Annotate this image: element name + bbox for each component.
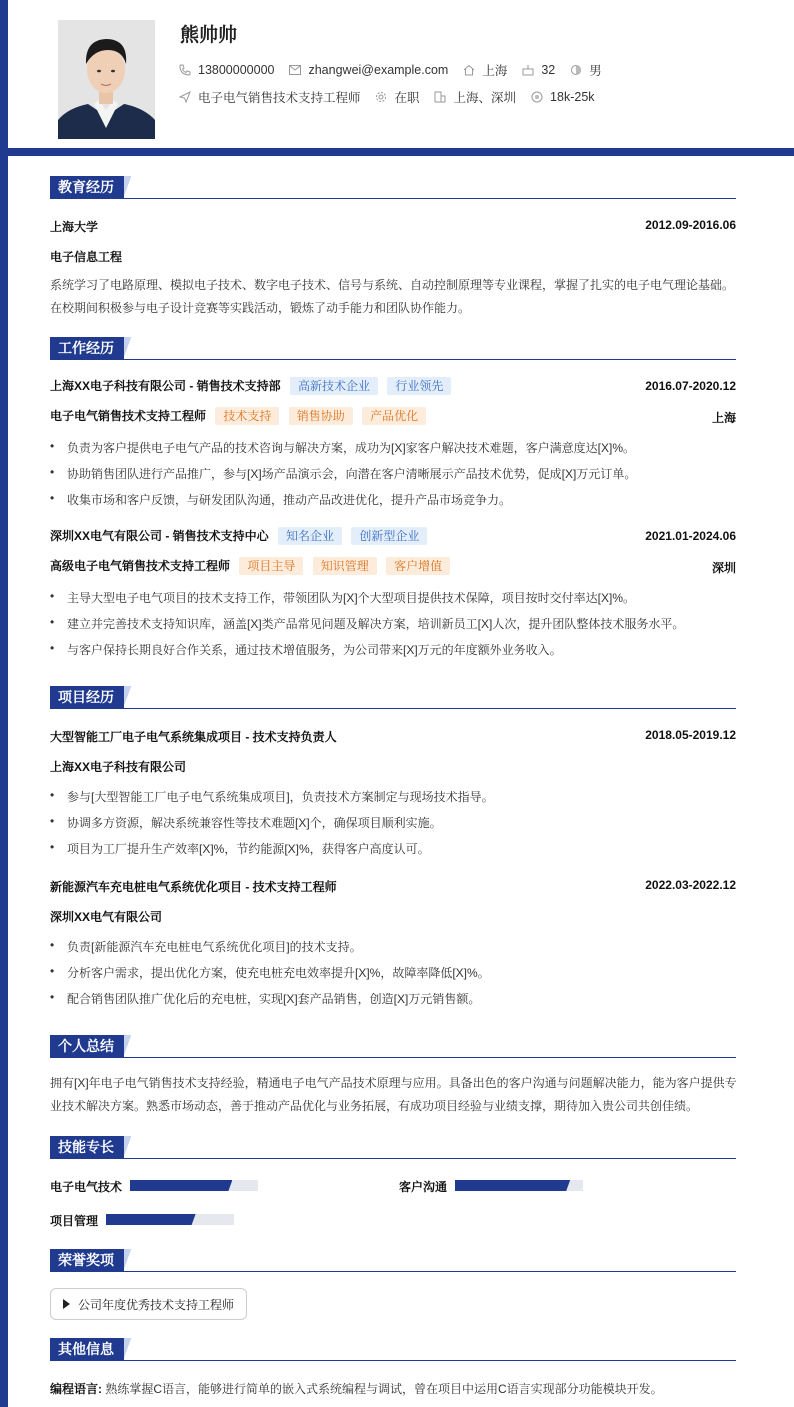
section-summary [50,1035,736,1058]
other-info-label: 编程语言: [50,1382,102,1396]
section-skills [50,1136,736,1159]
skill-bar-fill [455,1180,570,1191]
work-2-title-row [50,557,736,575]
role-tag: 项目主导 [239,557,303,575]
award-item[interactable] [50,1288,247,1320]
status-value: 在职 [394,91,420,105]
role-tag: 知识管理 [313,557,377,575]
work-1-location: 上海 [711,411,736,425]
school-name: 上海大学 [50,220,99,234]
email-item [288,63,448,77]
skill-bar [130,1180,258,1191]
skill-bar-fill [106,1214,196,1225]
contact-row [178,61,616,79]
cake-icon [521,64,534,77]
section-work-title: 工作经历 [50,337,124,359]
other-info-text: 熟练掌握C语言，能够进行简单的嵌入式系统编程与调试，曾在项目中运用C语言实现部分功能模块开发。 [105,1382,663,1396]
major: 电子信息工程 [50,250,123,264]
role-tag: 技术支持 [215,407,279,425]
project-1-company: 上海XX电子科技有限公司 [50,760,187,774]
education-description: 系统学习了电路原理、模拟电子技术、数字电子技术、信号与系统、自动控制原理等专业课程，掌握了扎实的电子电气理论基础。在校期间积极参与电子设计竞赛等实践活动，锻炼了动手能力和团队协作能力。 [50,278,735,315]
coin-icon [530,91,543,104]
project-1-name: 大型智能工厂电子电气系统集成项目 - 技术支持负责人 [50,730,337,744]
work-1-bullet: • 收集市场和客户反馈，与研发团队沟通，推动产品改进优化，提升产品市场竞争力。 [50,491,740,508]
send-icon [178,91,191,104]
work-1-title: 电子电气销售技术支持工程师 [50,409,207,423]
work-2-company: 深圳XX电气有限公司 - 销售技术支持中心 [50,529,269,543]
position-value: 电子电气销售技术支持工程师 [198,91,361,105]
work-2-header [50,527,736,545]
role-tag: 客户增值 [386,557,450,575]
skill-label: 项目管理 [50,1214,99,1228]
target-city-item [434,88,517,106]
section-projects-title: 项目经历 [50,686,124,708]
project-2-date: 2022.03-2022.12 [645,878,736,892]
work-2-date: 2021.01-2024.06 [645,529,736,543]
project-1-bullet: • 协调多方资源，解决系统兼容性等技术难题[X]个，确保项目顺利实施。 [50,814,740,831]
company-tag: 行业领先 [387,377,451,395]
project-1-date: 2018.05-2019.12 [645,728,736,742]
project-2-company: 深圳XX电气有限公司 [50,910,163,924]
phone-value: 13800000000 [198,63,275,77]
project-1-bullet: • 参与[大型智能工厂电子电气系统集成项目]，负责技术方案制定与现场技术指导。 [50,788,740,805]
building-icon [434,91,447,104]
email-value: zhangwei@example.com [308,63,449,77]
section-work [50,337,736,360]
city-value: 上海 [482,64,508,78]
gender-item [569,61,602,79]
gear-icon [375,91,388,104]
phone-icon [178,64,191,77]
other-info-row [50,1380,736,1397]
project-2-company-row [50,908,736,925]
company-tag: 高新技术企业 [290,377,378,395]
project-2-bullet: • 配合销售团队推广优化后的充电桩，实现[X]套产品销售，创造[X]万元销售额。 [50,990,740,1007]
work-2-bullet: • 建立并完善技术支持知识库，涵盖[X]类产品常见问题及解决方案，培训新员工[X]人次，提升团队整体技术服务水平。 [50,615,740,632]
company-tag: 知名企业 [278,527,342,545]
section-education-title: 教育经历 [50,176,124,198]
section-summary-title: 个人总结 [50,1035,124,1057]
section-education [50,176,736,199]
project-1-company-row [50,758,736,775]
project-1-header [50,728,736,745]
candidate-name: 熊帅帅 [180,25,238,46]
position-item [178,88,361,106]
section-other [50,1338,736,1361]
company-tag: 创新型企业 [351,527,427,545]
section-projects [50,686,736,709]
work-1-title-row [50,407,736,425]
role-tag: 销售协助 [289,407,353,425]
work-2-bullet: • 主导大型电子电气项目的技术支持工作，带领团队为[X]个大型项目提供技术保障，项目按时交付率达[X]%。 [50,589,740,606]
summary-text: 拥有[X]年电子电气销售技术支持经验，精通电子电气产品技术原理与应用。具备出色的客户沟通与问题解决能力，能为客户提供专业技术解决方案。熟悉市场动态，善于推动产品优化与业务拓展，有成功项目经验与业绩支撑，期待加入贵公司共创佳绩。 [50,1076,737,1113]
age-value: 32 [541,63,556,77]
skill-bar [106,1214,234,1225]
award-label: 公司年度优秀技术支持工程师 [78,1297,235,1312]
age-item [521,63,555,77]
status-item [375,88,420,106]
target-city-value: 上海、深圳 [453,91,517,105]
project-2-bullet: • 负责[新能源汽车充电桩电气系统优化项目]的技术支持。 [50,938,740,955]
gender-icon [569,64,582,77]
education-major-row [50,248,736,265]
work-2-bullet: • 与客户保持长期良好合作关系，通过技术增值服务，为公司带来[X]万元的年度额外业务收入。 [50,641,740,658]
expand-arrow-icon [63,1299,70,1309]
job-intent-row [178,88,609,106]
work-1-company: 上海XX电子科技有限公司 - 销售技术支持部 [50,379,281,393]
gender-value: 男 [589,64,602,78]
skill-bar-fill [130,1180,232,1191]
salary-value: 18k-25k [550,90,595,104]
work-1-bullet: • 负责为客户提供电子电气产品的技术咨询与解决方案，成功为[X]家客户解决技术难题，客户满意度达[X]%。 [50,439,740,456]
skill-label: 客户沟通 [399,1180,448,1194]
header-divider-bar [0,148,794,156]
skill-bar [455,1180,583,1191]
work-1-bullet: • 协助销售团队进行产品推广，参与[X]场产品演示会，向潜在客户清晰展示产品技术优势，促成[X]万元订单。 [50,465,740,482]
section-awards-title: 荣誉奖项 [50,1249,124,1271]
section-other-title: 其他信息 [50,1338,124,1360]
project-2-bullet: • 分析客户需求，提出优化方案，使充电桩充电效率提升[X]%，故障率降低[X]%。 [50,964,740,981]
project-2-header [50,878,736,895]
role-tag: 产品优化 [362,407,426,425]
education-header [50,218,736,235]
home-icon [462,64,475,77]
avatar-photo [58,20,155,139]
section-skills-title: 技能专长 [50,1136,124,1158]
phone-item [178,63,274,77]
salary-item [530,90,594,104]
work-1-header [50,377,736,395]
work-2-title: 高级电子电气销售技术支持工程师 [50,559,231,573]
mail-icon [288,64,301,77]
work-2-location: 深圳 [711,561,736,575]
project-2-name: 新能源汽车充电桩电气系统优化项目 - 技术支持工程师 [50,880,337,894]
project-1-bullet: • 项目为工厂提升生产效率[X]%，节约能源[X]%，获得客户高度认可。 [50,840,740,857]
education-date: 2012.09-2016.06 [645,218,736,232]
work-1-date: 2016.07-2020.12 [645,379,736,393]
skill-label: 电子电气技术 [50,1180,123,1194]
city-item [462,61,507,79]
section-awards [50,1249,736,1272]
